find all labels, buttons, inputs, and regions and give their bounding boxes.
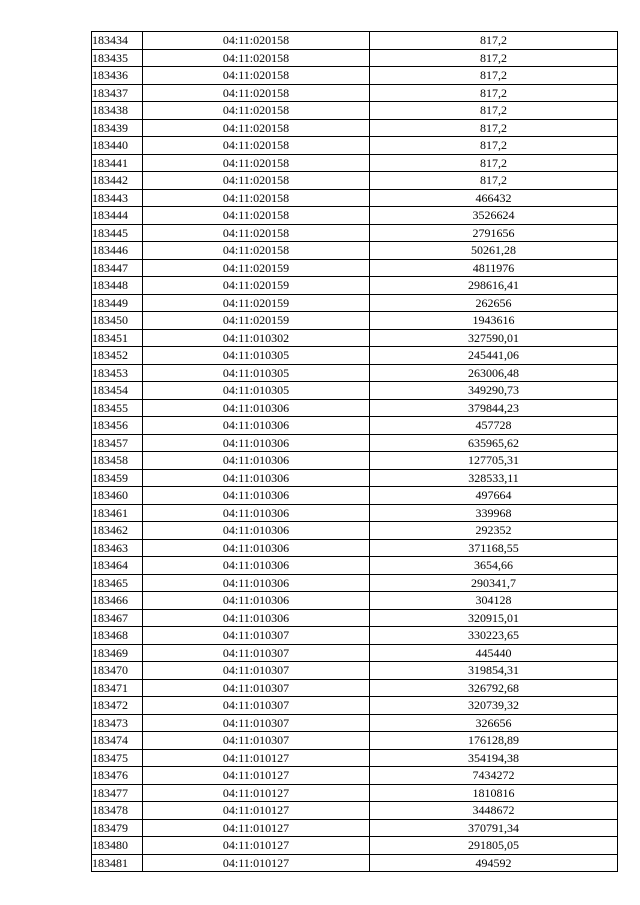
row-id-cell: 183439 bbox=[92, 119, 143, 137]
row-id-cell: 183470 bbox=[92, 662, 143, 680]
table-row bbox=[92, 452, 618, 470]
row-id-cell: 183450 bbox=[92, 312, 143, 330]
table-row bbox=[92, 767, 618, 785]
value-cell: 817,2 bbox=[370, 154, 618, 172]
table-row bbox=[92, 347, 618, 365]
row-id-cell: 183478 bbox=[92, 802, 143, 820]
cadastral-code-cell: 04:11:020158 bbox=[143, 102, 370, 120]
table-row bbox=[92, 102, 618, 120]
cadastral-code-cell: 04:11:020158 bbox=[143, 32, 370, 50]
row-id-cell: 183441 bbox=[92, 154, 143, 172]
cadastral-code-cell: 04:11:010306 bbox=[143, 504, 370, 522]
cadastral-code-cell: 04:11:010307 bbox=[143, 662, 370, 680]
cadastral-code-cell: 04:11:010306 bbox=[143, 434, 370, 452]
table-row bbox=[92, 154, 618, 172]
row-id-cell: 183463 bbox=[92, 539, 143, 557]
cadastral-code-cell: 04:11:010127 bbox=[143, 854, 370, 872]
cadastral-code-cell: 04:11:020158 bbox=[143, 242, 370, 260]
value-cell: 3526624 bbox=[370, 207, 618, 225]
table-row bbox=[92, 714, 618, 732]
value-cell: 304128 bbox=[370, 592, 618, 610]
row-id-cell: 183457 bbox=[92, 434, 143, 452]
row-id-cell: 183481 bbox=[92, 854, 143, 872]
table-row bbox=[92, 242, 618, 260]
cadastral-code-cell: 04:11:020159 bbox=[143, 259, 370, 277]
value-cell: 379844,23 bbox=[370, 399, 618, 417]
cadastral-code-cell: 04:11:010305 bbox=[143, 364, 370, 382]
row-id-cell: 183437 bbox=[92, 84, 143, 102]
row-id-cell: 183474 bbox=[92, 732, 143, 750]
data-table bbox=[91, 31, 618, 872]
value-cell: 298616,41 bbox=[370, 277, 618, 295]
value-cell: 817,2 bbox=[370, 32, 618, 50]
cadastral-code-cell: 04:11:010306 bbox=[143, 452, 370, 470]
value-cell: 2791656 bbox=[370, 224, 618, 242]
cadastral-code-cell: 04:11:010307 bbox=[143, 679, 370, 697]
value-cell: 327590,01 bbox=[370, 329, 618, 347]
cadastral-code-cell: 04:11:020158 bbox=[143, 119, 370, 137]
row-id-cell: 183467 bbox=[92, 609, 143, 627]
table-body bbox=[92, 32, 618, 872]
row-id-cell: 183435 bbox=[92, 49, 143, 67]
row-id-cell: 183442 bbox=[92, 172, 143, 190]
cadastral-code-cell: 04:11:010306 bbox=[143, 522, 370, 540]
value-cell: 50261,28 bbox=[370, 242, 618, 260]
cadastral-code-cell: 04:11:010307 bbox=[143, 697, 370, 715]
cadastral-code-cell: 04:11:020158 bbox=[143, 207, 370, 225]
cadastral-code-cell: 04:11:010307 bbox=[143, 732, 370, 750]
table-row bbox=[92, 417, 618, 435]
table-row bbox=[92, 679, 618, 697]
cadastral-code-cell: 04:11:020158 bbox=[143, 67, 370, 85]
row-id-cell: 183480 bbox=[92, 837, 143, 855]
value-cell: 292352 bbox=[370, 522, 618, 540]
table-row bbox=[92, 557, 618, 575]
value-cell: 290341,7 bbox=[370, 574, 618, 592]
table-row bbox=[92, 749, 618, 767]
value-cell: 445440 bbox=[370, 644, 618, 662]
value-cell: 4811976 bbox=[370, 259, 618, 277]
table-row bbox=[92, 32, 618, 50]
cadastral-code-cell: 04:11:010127 bbox=[143, 767, 370, 785]
table-row bbox=[92, 119, 618, 137]
row-id-cell: 183468 bbox=[92, 627, 143, 645]
value-cell: 1943616 bbox=[370, 312, 618, 330]
cadastral-code-cell: 04:11:010306 bbox=[143, 487, 370, 505]
cadastral-code-cell: 04:11:010305 bbox=[143, 382, 370, 400]
cadastral-code-cell: 04:11:010307 bbox=[143, 714, 370, 732]
value-cell: 339968 bbox=[370, 504, 618, 522]
value-cell: 263006,48 bbox=[370, 364, 618, 382]
row-id-cell: 183476 bbox=[92, 767, 143, 785]
table-row bbox=[92, 259, 618, 277]
table-row bbox=[92, 399, 618, 417]
row-id-cell: 183465 bbox=[92, 574, 143, 592]
value-cell: 370791,34 bbox=[370, 819, 618, 837]
row-id-cell: 183444 bbox=[92, 207, 143, 225]
cadastral-code-cell: 04:11:010306 bbox=[143, 609, 370, 627]
cadastral-code-cell: 04:11:020158 bbox=[143, 224, 370, 242]
cadastral-code-cell: 04:11:010127 bbox=[143, 784, 370, 802]
table-row bbox=[92, 697, 618, 715]
table-row bbox=[92, 837, 618, 855]
table-row bbox=[92, 49, 618, 67]
cadastral-code-cell: 04:11:020159 bbox=[143, 294, 370, 312]
row-id-cell: 183473 bbox=[92, 714, 143, 732]
cadastral-code-cell: 04:11:020158 bbox=[143, 137, 370, 155]
row-id-cell: 183464 bbox=[92, 557, 143, 575]
table-row bbox=[92, 662, 618, 680]
value-cell: 1810816 bbox=[370, 784, 618, 802]
row-id-cell: 183447 bbox=[92, 259, 143, 277]
row-id-cell: 183453 bbox=[92, 364, 143, 382]
cadastral-code-cell: 04:11:010127 bbox=[143, 749, 370, 767]
row-id-cell: 183466 bbox=[92, 592, 143, 610]
table-row bbox=[92, 574, 618, 592]
table-row bbox=[92, 522, 618, 540]
cadastral-code-cell: 04:11:010306 bbox=[143, 469, 370, 487]
row-id-cell: 183448 bbox=[92, 277, 143, 295]
table-row bbox=[92, 277, 618, 295]
value-cell: 817,2 bbox=[370, 172, 618, 190]
table-row bbox=[92, 67, 618, 85]
cadastral-code-cell: 04:11:010306 bbox=[143, 417, 370, 435]
table-row bbox=[92, 469, 618, 487]
row-id-cell: 183454 bbox=[92, 382, 143, 400]
row-id-cell: 183471 bbox=[92, 679, 143, 697]
row-id-cell: 183461 bbox=[92, 504, 143, 522]
row-id-cell: 183472 bbox=[92, 697, 143, 715]
value-cell: 497664 bbox=[370, 487, 618, 505]
cadastral-code-cell: 04:11:010306 bbox=[143, 539, 370, 557]
value-cell: 457728 bbox=[370, 417, 618, 435]
cadastral-code-cell: 04:11:010306 bbox=[143, 592, 370, 610]
cadastral-code-cell: 04:11:020159 bbox=[143, 312, 370, 330]
row-id-cell: 183440 bbox=[92, 137, 143, 155]
table-row bbox=[92, 189, 618, 207]
value-cell: 354194,38 bbox=[370, 749, 618, 767]
table-row bbox=[92, 487, 618, 505]
row-id-cell: 183460 bbox=[92, 487, 143, 505]
row-id-cell: 183475 bbox=[92, 749, 143, 767]
value-cell: 817,2 bbox=[370, 119, 618, 137]
table-row bbox=[92, 312, 618, 330]
cadastral-code-cell: 04:11:010127 bbox=[143, 819, 370, 837]
cadastral-code-cell: 04:11:010307 bbox=[143, 644, 370, 662]
cadastral-code-cell: 04:11:010306 bbox=[143, 574, 370, 592]
value-cell: 371168,55 bbox=[370, 539, 618, 557]
value-cell: 328533,11 bbox=[370, 469, 618, 487]
cadastral-code-cell: 04:11:010306 bbox=[143, 399, 370, 417]
value-cell: 245441,06 bbox=[370, 347, 618, 365]
table-row bbox=[92, 784, 618, 802]
row-id-cell: 183469 bbox=[92, 644, 143, 662]
cadastral-code-cell: 04:11:020158 bbox=[143, 189, 370, 207]
table-row bbox=[92, 382, 618, 400]
value-cell: 7434272 bbox=[370, 767, 618, 785]
table-row bbox=[92, 802, 618, 820]
value-cell: 127705,31 bbox=[370, 452, 618, 470]
value-cell: 817,2 bbox=[370, 102, 618, 120]
table-row bbox=[92, 224, 618, 242]
cadastral-code-cell: 04:11:010127 bbox=[143, 802, 370, 820]
row-id-cell: 183445 bbox=[92, 224, 143, 242]
value-cell: 494592 bbox=[370, 854, 618, 872]
table-row bbox=[92, 504, 618, 522]
row-id-cell: 183456 bbox=[92, 417, 143, 435]
value-cell: 320739,32 bbox=[370, 697, 618, 715]
row-id-cell: 183479 bbox=[92, 819, 143, 837]
value-cell: 320915,01 bbox=[370, 609, 618, 627]
table-row bbox=[92, 819, 618, 837]
table-row bbox=[92, 592, 618, 610]
value-cell: 262656 bbox=[370, 294, 618, 312]
row-id-cell: 183446 bbox=[92, 242, 143, 260]
row-id-cell: 183477 bbox=[92, 784, 143, 802]
value-cell: 319854,31 bbox=[370, 662, 618, 680]
cadastral-code-cell: 04:11:020158 bbox=[143, 84, 370, 102]
row-id-cell: 183458 bbox=[92, 452, 143, 470]
cadastral-code-cell: 04:11:020158 bbox=[143, 49, 370, 67]
cadastral-code-cell: 04:11:020158 bbox=[143, 172, 370, 190]
value-cell: 817,2 bbox=[370, 49, 618, 67]
table-row bbox=[92, 364, 618, 382]
value-cell: 3654,66 bbox=[370, 557, 618, 575]
table-row bbox=[92, 609, 618, 627]
value-cell: 817,2 bbox=[370, 67, 618, 85]
table-row bbox=[92, 137, 618, 155]
cadastral-code-cell: 04:11:010127 bbox=[143, 837, 370, 855]
cadastral-code-cell: 04:11:010302 bbox=[143, 329, 370, 347]
table-row bbox=[92, 207, 618, 225]
row-id-cell: 183449 bbox=[92, 294, 143, 312]
table-row bbox=[92, 644, 618, 662]
table-row bbox=[92, 434, 618, 452]
table-row bbox=[92, 854, 618, 872]
cadastral-code-cell: 04:11:020158 bbox=[143, 154, 370, 172]
value-cell: 176128,89 bbox=[370, 732, 618, 750]
table-row bbox=[92, 732, 618, 750]
value-cell: 291805,05 bbox=[370, 837, 618, 855]
table-row bbox=[92, 539, 618, 557]
table-row bbox=[92, 172, 618, 190]
value-cell: 3448672 bbox=[370, 802, 618, 820]
row-id-cell: 183438 bbox=[92, 102, 143, 120]
cadastral-code-cell: 04:11:020159 bbox=[143, 277, 370, 295]
row-id-cell: 183436 bbox=[92, 67, 143, 85]
row-id-cell: 183443 bbox=[92, 189, 143, 207]
row-id-cell: 183459 bbox=[92, 469, 143, 487]
row-id-cell: 183452 bbox=[92, 347, 143, 365]
cadastral-code-cell: 04:11:010307 bbox=[143, 627, 370, 645]
value-cell: 326792,68 bbox=[370, 679, 618, 697]
cadastral-code-cell: 04:11:010305 bbox=[143, 347, 370, 365]
table-row bbox=[92, 627, 618, 645]
value-cell: 330223,65 bbox=[370, 627, 618, 645]
value-cell: 466432 bbox=[370, 189, 618, 207]
value-cell: 817,2 bbox=[370, 137, 618, 155]
table-row bbox=[92, 329, 618, 347]
value-cell: 817,2 bbox=[370, 84, 618, 102]
value-cell: 635965,62 bbox=[370, 434, 618, 452]
table-row bbox=[92, 294, 618, 312]
row-id-cell: 183455 bbox=[92, 399, 143, 417]
row-id-cell: 183451 bbox=[92, 329, 143, 347]
row-id-cell: 183462 bbox=[92, 522, 143, 540]
value-cell: 326656 bbox=[370, 714, 618, 732]
cadastral-code-cell: 04:11:010306 bbox=[143, 557, 370, 575]
row-id-cell: 183434 bbox=[92, 32, 143, 50]
table-row bbox=[92, 84, 618, 102]
value-cell: 349290,73 bbox=[370, 382, 618, 400]
